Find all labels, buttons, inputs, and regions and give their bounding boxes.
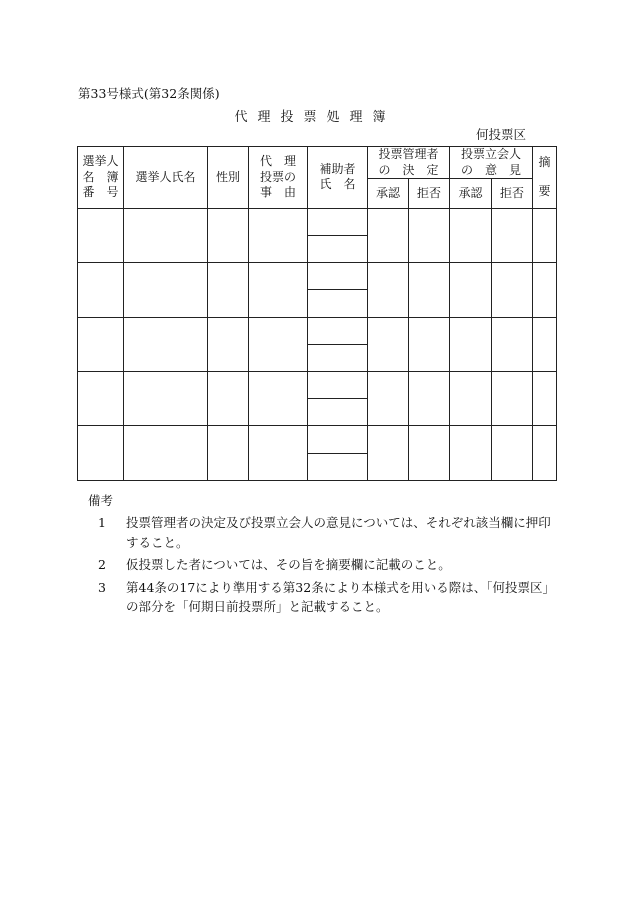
assistant-cell[interactable] bbox=[308, 208, 368, 235]
voter-name-cell[interactable] bbox=[124, 208, 208, 262]
remarks-cell[interactable] bbox=[533, 208, 557, 262]
note-item: 2 仮投票した者については、その旨を摘要欄に記載のこと。 bbox=[98, 557, 451, 573]
header-gender: 性別 bbox=[208, 147, 249, 209]
header-assistant-name: 補助者 氏 名 bbox=[308, 147, 368, 209]
assistant-cell-second[interactable] bbox=[308, 453, 368, 480]
reason-cell[interactable] bbox=[249, 317, 308, 371]
manager-approve-cell[interactable] bbox=[368, 317, 409, 371]
reason-cell[interactable] bbox=[249, 208, 308, 262]
document-title: 代理投票処理簿 bbox=[234, 110, 396, 125]
voter-number-cell[interactable] bbox=[78, 372, 124, 426]
manager-approve-cell[interactable] bbox=[368, 263, 409, 317]
manager-approve-cell[interactable] bbox=[368, 208, 409, 262]
gender-cell[interactable] bbox=[208, 317, 249, 371]
manager-approve-cell[interactable] bbox=[368, 372, 409, 426]
header-manager-reject: 拒否 bbox=[409, 179, 450, 208]
witness-reject-cell[interactable] bbox=[492, 426, 533, 481]
witness-reject-cell[interactable] bbox=[492, 317, 533, 371]
note-item: 3 第44条の17により準用する第32条により本様式を用いる際は、「何投票区」の部分を「何期日前投票所」と記載すること。 bbox=[98, 579, 555, 614]
district-label: 何投票区 bbox=[476, 127, 527, 142]
voter-number-cell[interactable] bbox=[78, 317, 124, 371]
ledger-entry-row bbox=[78, 372, 557, 399]
gender-cell[interactable] bbox=[208, 208, 249, 262]
voter-name-cell[interactable] bbox=[124, 263, 208, 317]
header-remarks: 摘 要 bbox=[533, 147, 557, 209]
manager-reject-cell[interactable] bbox=[409, 208, 450, 262]
assistant-cell[interactable] bbox=[308, 317, 368, 344]
witness-approve-cell[interactable] bbox=[450, 208, 492, 262]
assistant-cell-second[interactable] bbox=[308, 399, 368, 426]
header-witness-opinion: 投票立会人 の 意 見 bbox=[450, 147, 533, 179]
voter-name-cell[interactable] bbox=[124, 317, 208, 371]
gender-cell[interactable] bbox=[208, 263, 249, 317]
gender-cell[interactable] bbox=[208, 372, 249, 426]
assistant-cell-second[interactable] bbox=[308, 290, 368, 317]
witness-approve-cell[interactable] bbox=[450, 372, 492, 426]
witness-approve-cell[interactable] bbox=[450, 426, 492, 481]
reason-cell[interactable] bbox=[249, 372, 308, 426]
manager-reject-cell[interactable] bbox=[409, 372, 450, 426]
assistant-cell-second[interactable] bbox=[308, 344, 368, 371]
notes-heading: 備考 bbox=[88, 493, 114, 508]
header-proxy-reason: 代 理 投票の 事 由 bbox=[249, 147, 308, 209]
remarks-cell[interactable] bbox=[533, 426, 557, 481]
header-manager-decision: 投票管理者 の 決 定 bbox=[368, 147, 450, 179]
voter-number-cell[interactable] bbox=[78, 208, 124, 262]
notes-section bbox=[88, 491, 558, 616]
witness-approve-cell[interactable] bbox=[450, 317, 492, 371]
ledger-entry-row bbox=[78, 263, 557, 290]
ledger-entry-row bbox=[78, 426, 557, 453]
gender-cell[interactable] bbox=[208, 426, 249, 481]
witness-reject-cell[interactable] bbox=[492, 372, 533, 426]
remarks-cell[interactable] bbox=[533, 372, 557, 426]
voter-number-cell[interactable] bbox=[78, 426, 124, 481]
voter-name-cell[interactable] bbox=[124, 372, 208, 426]
remarks-cell[interactable] bbox=[533, 263, 557, 317]
header-voter-name: 選挙人氏名 bbox=[124, 147, 208, 209]
header-witness-approve: 承認 bbox=[450, 179, 492, 208]
manager-reject-cell[interactable] bbox=[409, 317, 450, 371]
assistant-cell[interactable] bbox=[308, 426, 368, 453]
manager-reject-cell[interactable] bbox=[409, 263, 450, 317]
header-witness-reject: 拒否 bbox=[492, 179, 533, 208]
assistant-cell[interactable] bbox=[308, 372, 368, 399]
reason-cell[interactable] bbox=[249, 263, 308, 317]
reason-cell[interactable] bbox=[249, 426, 308, 481]
witness-approve-cell[interactable] bbox=[450, 263, 492, 317]
proxy-vote-ledger-table bbox=[77, 146, 557, 481]
header-voter-number: 選挙人 名 簿 番 号 bbox=[78, 147, 124, 209]
witness-reject-cell[interactable] bbox=[492, 208, 533, 262]
manager-approve-cell[interactable] bbox=[368, 426, 409, 481]
remarks-cell[interactable] bbox=[533, 317, 557, 371]
note-item: 1 投票管理者の決定及び投票立会人の意見については、それぞれ該当欄に押印すること。 bbox=[98, 515, 551, 550]
witness-reject-cell[interactable] bbox=[492, 263, 533, 317]
voter-name-cell[interactable] bbox=[124, 426, 208, 481]
ledger-entry-row bbox=[78, 317, 557, 344]
assistant-cell-second[interactable] bbox=[308, 235, 368, 262]
assistant-cell[interactable] bbox=[308, 263, 368, 290]
header-manager-approve: 承認 bbox=[368, 179, 409, 208]
form-number: 第33号様式(第32条関係) bbox=[78, 86, 220, 101]
manager-reject-cell[interactable] bbox=[409, 426, 450, 481]
ledger-entry-row bbox=[78, 208, 557, 235]
voter-number-cell[interactable] bbox=[78, 263, 124, 317]
